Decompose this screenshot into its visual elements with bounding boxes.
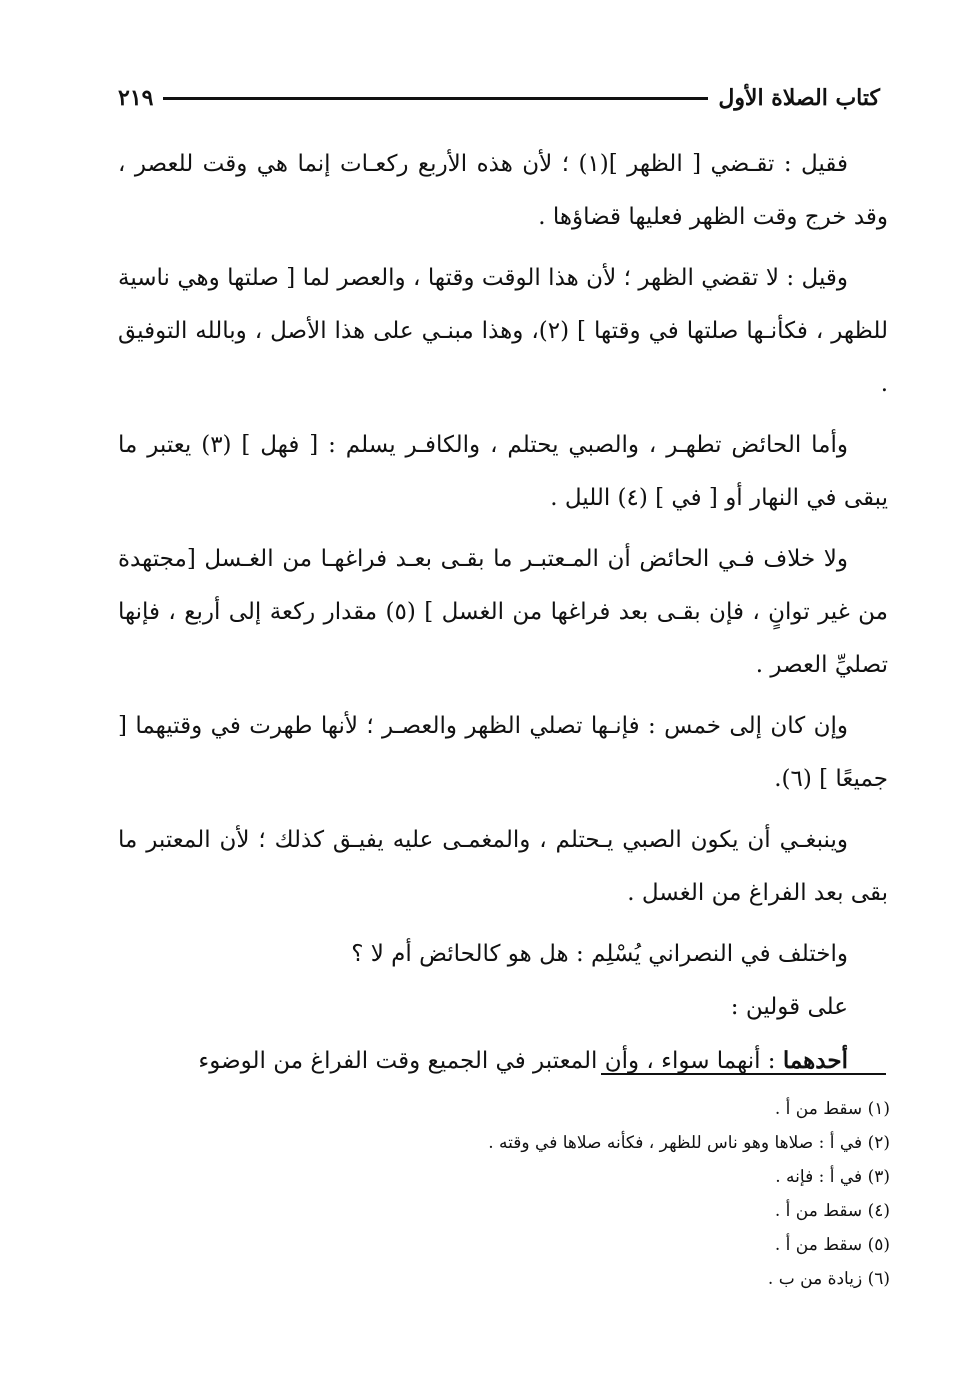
running-title: كتاب الصلاة الأول [718,85,880,111]
footnote: (١) سقط من أ . [774,1099,890,1119]
paragraph: فقيل : تقـضي [ الظهر ](١) ؛ لأن هذه الأربع ركعـات إنما هي وقت للعصر ، وقد خرج وقت الظهر فعليها قضاؤها . [118,151,888,230]
paragraph: على قولين : [730,994,848,1020]
paragraph-last [118,1034,888,1088]
paragraph: وأما الحائض تطهـر ، والصبي يحتلم ، والكافـر يسلم : [ فهل ] (٣) يعتبر ما يبقى في النهار أو [ في ] (٤) الليل . [118,432,888,511]
footnote-separator [601,1073,886,1075]
footnote: (٣) في أ : فإنه . [775,1167,890,1187]
paragraph-rest: : أنهما سواء ، وأن المعتبر في الجميع وقت الفراغ من الوضوء [198,1048,776,1074]
footnote: (٥) سقط من أ . [774,1235,890,1255]
paragraph: وإن كان إلى خمس : فإنـها تصلي الظهر والعصـر ؛ لأنها طهرت في وقتيهما [ جميعًا ] (٦). [118,713,888,792]
paragraph-lead: أحدهما [782,1047,848,1074]
header-rule [163,97,708,100]
paragraph: وينبغـي أن يكون الصبي يـحتلم ، والمغمـى عليه يفيـق كذلك ؛ لأن المعتبر ما بقى بعد الفراغ من الغسل . [118,827,888,906]
paragraph: ولا خلاف فـي الحائض أن المـعتبـر ما بقـى بعـد فراغهـا من الغـسل [مجتهدة من غير توانٍ ، فإن بقـى بعد فراغها من الغسل ] (٥) مقدار ركعة إلى أربع ، فإنها تصليِّ العصر . [118,546,888,678]
paragraph: واختلف في النصراني يُسْلِم : هل هو كالحائض أم لا ؟ [351,941,848,967]
footnotes [118,1092,890,1296]
paragraph: وقيل : لا تقضي الظهر ؛ لأن هذا الوقت وقتها ، والعصر لما [ صلتها وهي ناسية للظهر ، فكأنـها صلتها في وقتها ] (٢)، وهذا مبنـي على هذا الأصل ، وبالله التوفيق . [118,265,889,397]
footnote: (٢) في أ : صلاها وهو ناس للظهر ، فكأنه صلاها في وقته . [488,1133,890,1153]
footnote: (٦) زيادة من ب . [767,1269,890,1289]
page-number: ٢١٩ [118,85,154,111]
footnote: (٤) سقط من أ . [774,1201,890,1221]
main-text [118,138,888,1096]
page-header [118,78,880,118]
